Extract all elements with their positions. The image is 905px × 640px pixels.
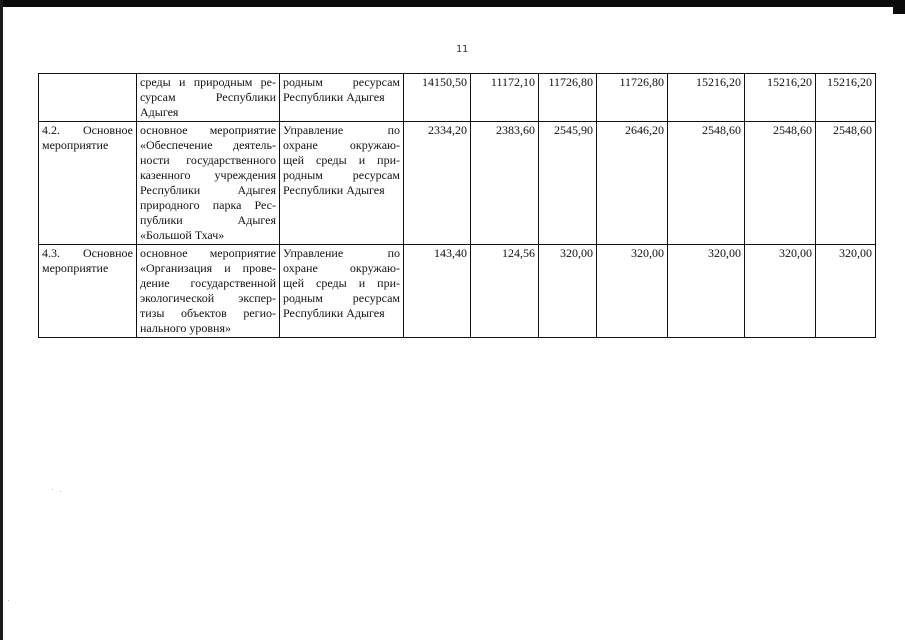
scan-speck xyxy=(52,489,53,490)
amount-cell: 11726,80 xyxy=(539,74,597,122)
cell-text-line: Республики Адыгея xyxy=(283,90,385,104)
cell-text-line: Республики Адыгея xyxy=(283,183,385,197)
cell-text-line: казенного учреждения xyxy=(140,168,276,182)
cell-text-line: Управление по xyxy=(283,123,400,137)
cell-text-line: «Организация и прове- xyxy=(140,261,276,275)
cell-text-line: экологической экспер- xyxy=(140,291,276,305)
cell-text-line: природного парка Рес- xyxy=(140,198,276,212)
event-number-cell xyxy=(39,122,137,245)
table-row xyxy=(39,74,876,122)
cell-text-line: сурсам Республики xyxy=(140,90,276,104)
amount-cell: 124,56 xyxy=(471,245,539,338)
table-row xyxy=(39,245,876,338)
executor-cell xyxy=(280,74,404,122)
amount-cell: 11726,80 xyxy=(597,74,668,122)
amount-cell: 2545,90 xyxy=(539,122,597,245)
scan-frame-left xyxy=(0,0,3,640)
cell-text-line: дение государственной xyxy=(140,276,276,290)
amount-cell: 320,00 xyxy=(668,245,745,338)
cell-text-line: публики Адыгея xyxy=(140,213,276,227)
cell-text-line: охране окружаю- xyxy=(283,138,400,152)
executor-cell xyxy=(280,122,404,245)
cell-text-line: 4.3. Основное xyxy=(42,246,133,260)
scan-frame-corner xyxy=(893,0,905,14)
cell-text-line: мероприятие xyxy=(42,138,109,152)
amount-cell: 320,00 xyxy=(745,245,816,338)
amount-cell: 15216,20 xyxy=(816,74,876,122)
amount-cell: 2548,60 xyxy=(816,122,876,245)
amount-cell: 2548,60 xyxy=(668,122,745,245)
cell-text-line: основное мероприятие xyxy=(140,246,276,260)
amount-cell: 2383,60 xyxy=(471,122,539,245)
cell-text-line: щей среды и при- xyxy=(283,276,400,290)
event-name-cell xyxy=(137,245,280,338)
event-number-cell xyxy=(39,245,137,338)
cell-text-line: основное мероприятие xyxy=(140,123,276,137)
amount-cell: 14150,50 xyxy=(404,74,471,122)
cell-text-line: среды и природным ре- xyxy=(140,75,276,89)
cell-text-line: родным ресурсам xyxy=(283,168,400,182)
cell-text-line: щей среды и при- xyxy=(283,153,400,167)
amount-cell: 2548,60 xyxy=(745,122,816,245)
cell-text-line: Управление по xyxy=(283,246,400,260)
amount-cell: 320,00 xyxy=(597,245,668,338)
table-row xyxy=(39,122,876,245)
event-number-cell xyxy=(39,74,137,122)
cell-text-line: нального уровня» xyxy=(140,321,231,335)
cell-text-line: Республики Адыгея xyxy=(283,306,385,320)
amount-cell: 143,40 xyxy=(404,245,471,338)
amount-cell: 11172,10 xyxy=(471,74,539,122)
cell-text-line: «Обеспечение деятель- xyxy=(140,138,276,152)
amount-cell: 320,00 xyxy=(539,245,597,338)
amount-cell: 15216,20 xyxy=(745,74,816,122)
program-table xyxy=(38,73,876,338)
cell-text-line: Республики Адыгея xyxy=(140,183,276,197)
event-name-cell xyxy=(137,122,280,245)
amount-cell: 320,00 xyxy=(816,245,876,338)
cell-text-line: ности государственного xyxy=(140,153,276,167)
scan-frame-top xyxy=(0,0,905,7)
cell-text-line: родным ресурсам xyxy=(283,75,400,89)
scan-speck xyxy=(60,491,61,492)
amount-cell: 2334,20 xyxy=(404,122,471,245)
cell-text-line: «Большой Тхач» xyxy=(140,228,225,242)
cell-text-line: охране окружаю- xyxy=(283,261,400,275)
amount-cell: 15216,20 xyxy=(668,74,745,122)
cell-text-line: родным ресурсам xyxy=(283,291,400,305)
page-number: 11 xyxy=(456,44,469,55)
executor-cell xyxy=(280,245,404,338)
cell-text-line: Адыгея xyxy=(140,105,179,119)
scan-speck xyxy=(8,600,9,601)
event-name-cell xyxy=(137,74,280,122)
cell-text-line: 4.2. Основное xyxy=(42,123,133,137)
cell-text-line: мероприятие xyxy=(42,261,109,275)
amount-cell: 2646,20 xyxy=(597,122,668,245)
cell-text-line: тизы объектов регио- xyxy=(140,306,276,320)
